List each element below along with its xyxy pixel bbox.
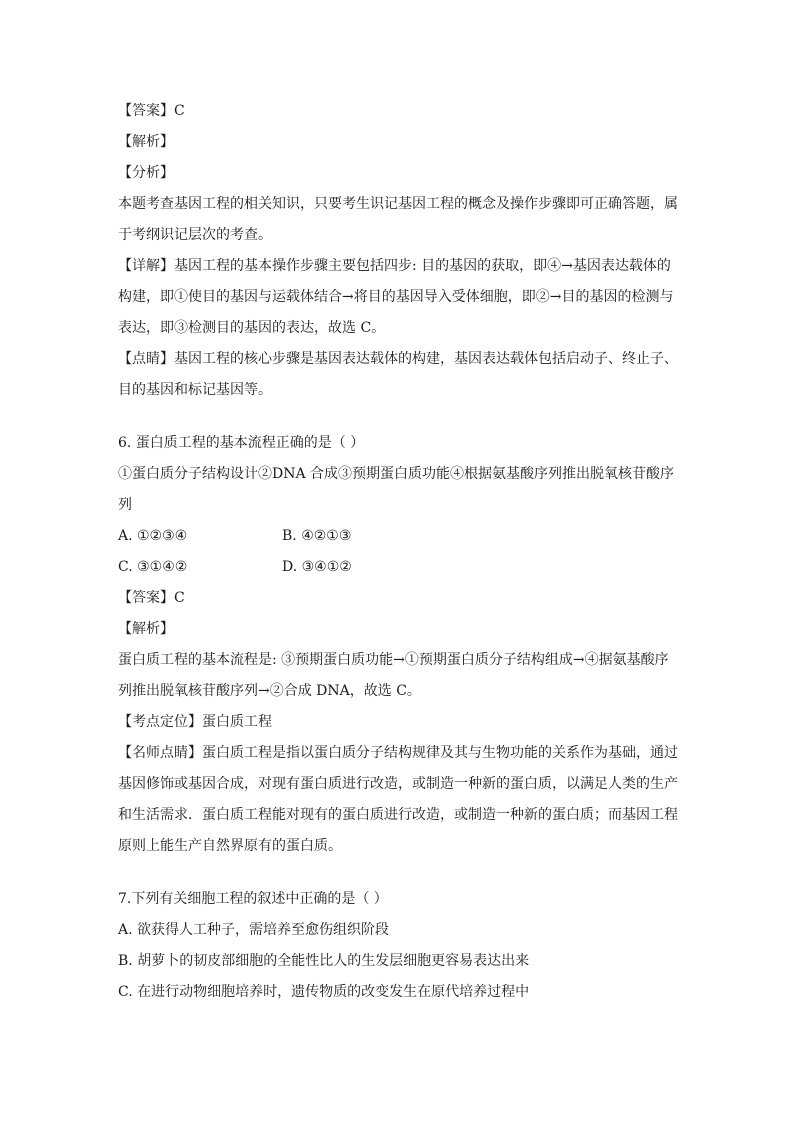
q5-fenxi-heading: 【分析】 xyxy=(118,165,174,181)
q5-fenxi-text: 于考纲识记层次的考查。 xyxy=(118,227,272,243)
q7-option-c: C. 在进行动物细胞培养时，遗传物质的改变发生在原代培养过程中 xyxy=(118,984,530,1000)
document-page xyxy=(118,96,688,1008)
q5-tip: 目的基因和标记基因等。 xyxy=(118,382,272,398)
q7-option-a: A. 欲获得人工种子，需培养至愈伤组织阶段 xyxy=(118,922,390,938)
q6-option-c: C. ③①④② xyxy=(118,559,188,575)
q6-teacher-tip: 基因修饰或基因合成，对现有蛋白质进行改造，或制造一种新的蛋白质，以满足人类的生产 xyxy=(118,776,678,792)
section-gap xyxy=(118,862,688,884)
q6-items: ①蛋白质分子结构设计②DNA 合成③预期蛋白质功能④根据氨基酸序列推出脱氧核苷酸序 xyxy=(118,466,675,482)
q6-answer: 【答案】C xyxy=(118,590,185,606)
q5-detail: 表达，即③检测目的基因的表达，故选 C。 xyxy=(118,320,386,336)
q5-answer: 【答案】C xyxy=(118,103,185,119)
q6-question: 6. 蛋白质工程的基本流程正确的是（ ） xyxy=(118,435,365,451)
q6-point: 【考点定位】蛋白质工程 xyxy=(118,714,272,730)
q6-teacher-tip: 【名师点睛】蛋白质工程是指以蛋白质分子结构规律及其与生物功能的关系作为基础，通过 xyxy=(118,745,678,761)
q5-detail: 【详解】基因工程的基本操作步骤主要包括四步: 目的基因的获取，即④→基因表达载体的 xyxy=(118,258,671,274)
q6-analysis-text: 列推出脱氧核苷酸序列→②合成 DNA，故选 C。 xyxy=(118,683,421,699)
q5-detail: 构建，即①使目的基因与运载体结合→将目的基因导入受体细胞，即②→目的基因的检测与 xyxy=(118,289,674,305)
q6-option-a: A. ①②③④ xyxy=(118,528,188,544)
q5-analysis-heading: 【解析】 xyxy=(118,134,174,150)
q6-items: 列 xyxy=(118,497,132,513)
q6-teacher-tip: 原则上能生产自然界原有的蛋白质。 xyxy=(118,838,342,854)
q7-question: 7.下列有关细胞工程的叙述中正确的是（ ） xyxy=(118,891,388,907)
section-gap xyxy=(118,406,688,428)
q6-options-row xyxy=(118,552,688,583)
q7-option-b: B. 胡萝卜的韧皮部细胞的全能性比人的生发层细胞更容易表达出来 xyxy=(118,953,530,969)
q6-options-row xyxy=(118,521,688,552)
q6-analysis-text: 蛋白质工程的基本流程是: ③预期蛋白质功能→①预期蛋白质分子结构组成→④据氨基酸序 xyxy=(118,652,669,668)
q6-teacher-tip: 和生活需求．蛋白质工程能对现有的蛋白质进行改造，或制造一种新的蛋白质；而基因工程 xyxy=(118,807,678,823)
q6-analysis-heading: 【解析】 xyxy=(118,621,174,637)
q5-fenxi-text: 本题考查基因工程的相关知识，只要考生识记基因工程的概念及操作步骤即可正确答题，属 xyxy=(118,196,678,212)
q6-option-b: B. ④②①③ xyxy=(282,528,352,544)
q6-option-d: D. ③④①② xyxy=(282,559,352,575)
q5-tip: 【点睛】基因工程的核心步骤是基因表达载体的构建，基因表达载体包括启动子、终止子、 xyxy=(118,351,678,367)
